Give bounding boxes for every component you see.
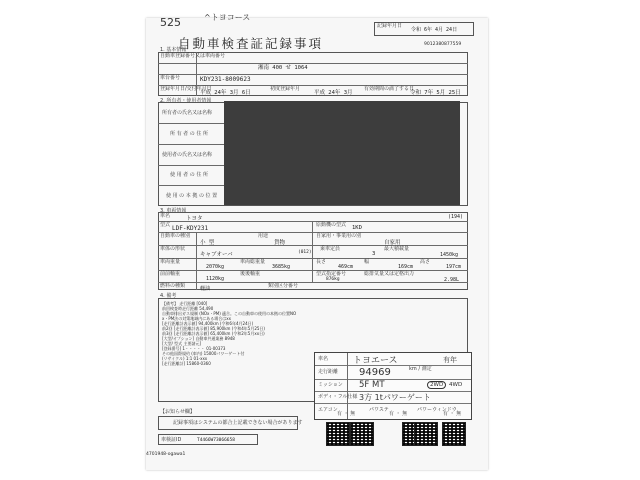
height-value: 197cm <box>446 264 462 270</box>
card-name-label: 車名 <box>318 356 329 362</box>
displacement-label: 総排気量又は定格出力 <box>364 271 415 277</box>
width-value: 169cm <box>398 264 414 270</box>
card-mission-value: 5F MT <box>359 380 385 390</box>
card-mission-label: ミッション <box>318 382 343 388</box>
maker-value: トヨタ <box>186 216 203 222</box>
record-date-box <box>374 22 474 36</box>
card-mileage-label: 走行距離 <box>318 369 339 375</box>
private-value: 自家用 <box>384 240 401 246</box>
model-spec-label: 型式指定番号 <box>316 271 347 277</box>
section-owner-label: 2. 所有者・使用者情報 <box>160 98 212 104</box>
serial-number: 9012380877559 <box>424 42 462 47</box>
card-mileage-value: 94969 <box>359 367 391 378</box>
cc-value: 876kg <box>326 277 340 282</box>
first-registration-label: 登録年月日/交付年月日 <box>160 86 212 92</box>
remarks-line: 【備考】 走行距離 [040] <box>162 301 208 306</box>
card-body-label: ボディ・フル仕様 <box>318 394 358 400</box>
fuel-value: 軽油 <box>200 286 211 292</box>
record-date-value: 令和 6年 4月 24日 <box>411 27 458 33</box>
front-axle-value: 1120kg <box>206 276 225 282</box>
registration-value: 湘南 400 せ 1064 <box>258 65 308 71</box>
remarks-line: 前3回 [走行距離計表示値] 65,400km (令和2年5月xx日) <box>162 331 265 336</box>
remarks-line: [登録番号] 1・・・・・ 01-00373 <box>162 346 226 351</box>
section-vehicle-label: 3. 車両情報 <box>160 208 187 214</box>
max-load-label: 最大積載量 <box>384 246 410 252</box>
registration-label: 自動車登録番号又は車両番号 <box>160 53 226 59</box>
private-label: 自家用・事業用の別 <box>316 233 362 239</box>
remarks-line: [大型/ 型式 主要諸元] <box>162 341 202 346</box>
expiry-value: 令和 7年 5月 25日 <box>410 90 461 96</box>
remarks-line: 前回検査時走行距離 54,490 <box>162 306 214 311</box>
gross-weight-label: 車両総重量 <box>240 259 266 265</box>
chassis-value: KDY231-8009623 <box>200 76 251 83</box>
card-ps-value: 有 ・ 無 <box>389 411 408 417</box>
weight-value: 2070kg <box>206 264 225 270</box>
remarks-line: 自動車排出ガス規制 (NOx・PM) 適合。この自動車の使用の本拠の位置NO <box>162 311 297 316</box>
use-label: 用途 <box>258 233 269 239</box>
bottom-code: 4701948-ogawa1 <box>146 452 186 457</box>
remarks-lines <box>162 301 322 366</box>
model-value: LDF-KDY231 <box>172 225 209 232</box>
remarks-line: [大型/オプション] 自動車共通業務 8948 <box>162 336 235 341</box>
remarks-line: 前2回 [走行距離計表示値] 85,900km (令和4年5月25日) <box>162 326 265 331</box>
certificate-id-label: 車検証ID <box>161 437 182 443</box>
first-year-value: 平成 24年 3月 <box>314 90 353 96</box>
length-label: 長さ <box>316 259 327 265</box>
first-year-label: 初度登録年月 <box>270 86 301 92</box>
card-pw-value: 有 ・ 無 <box>443 411 462 417</box>
page-title: 自動車検査証記録事項 <box>178 36 324 51</box>
remarks-line: (リサイクル) 1:1 01-xxx <box>162 356 208 361</box>
card-handwritten-note: 有年 <box>443 356 457 364</box>
remarks-line: [走行距離計表示値] 94,400km (令和6年4月24日) <box>162 321 254 326</box>
length-value: 469cm <box>338 264 354 270</box>
body-shape-label: 車体の形状 <box>160 246 186 252</box>
front-axle-label: 前前軸重 <box>160 271 181 277</box>
owner-name-label: 所有者の氏名又は名称 <box>162 110 213 116</box>
vehicle-spec-card <box>314 352 472 420</box>
remarks-line: [走行距離計] 15860-0360 <box>162 361 211 366</box>
certificate-id-value: T4466W73066658 <box>197 438 235 443</box>
qr-code-icon <box>350 422 374 446</box>
notice-label: 【お知らせ欄】 <box>160 409 195 415</box>
base-location-label: 使 用 の 本 拠 の 位 置 <box>166 193 218 199</box>
max-load-value: 1450kg <box>440 252 459 258</box>
user-name-label: 使用者の氏名又は名称 <box>162 152 213 158</box>
body-shape-value: キャブオーバ <box>200 252 233 258</box>
handwritten-number: 525 <box>160 16 181 29</box>
card-pw-label: パワーウィンドウ <box>417 407 457 413</box>
card-mileage-unit: km / 測定 <box>409 366 432 372</box>
card-4wd-option: 4WD <box>449 382 463 388</box>
class-label: 類別区分番号 <box>268 283 299 289</box>
remarks-line: その他国際規約 (車内) 15000パワーゲート付 <box>162 351 245 356</box>
gross-weight-value: 3685kg <box>272 264 291 270</box>
engine-value: 1KD <box>352 225 362 231</box>
record-date-label: 記録年月日 <box>377 23 403 29</box>
card-name-value: トヨエース <box>353 356 398 366</box>
card-ps-label: パワステ <box>369 407 389 413</box>
use-value: 貨物 <box>274 240 286 246</box>
qr-code-icon <box>326 422 350 446</box>
card-aircon-value: 有 ・ 無 <box>337 411 356 417</box>
expiry-label: 有効期間の満了する日 <box>364 86 415 92</box>
height-label: 高さ <box>420 259 431 265</box>
capacity-label: 乗車定員 <box>320 246 341 252</box>
owner-address-label: 所 有 者 の 住 所 <box>170 131 208 137</box>
certificate-id-box <box>158 434 258 445</box>
card-2wd-option: 2WD <box>427 381 446 389</box>
redaction-block <box>224 101 460 205</box>
qr-code-icon <box>414 422 438 446</box>
user-address-label: 使 用 者 の 住 所 <box>170 172 208 178</box>
fuel-label: 燃料の種類 <box>160 283 186 289</box>
card-aircon-label: エアコン <box>318 407 338 413</box>
notice-box <box>158 416 303 430</box>
maker-code: (194) <box>448 214 464 220</box>
first-registration-value: 平成 24年 3月 6日 <box>200 90 251 96</box>
handwritten-note: ^トヨコース <box>204 13 251 22</box>
section-basic-label: 1. 基本情報 <box>160 47 187 53</box>
weight-label: 車両重量 <box>160 259 181 265</box>
notice-text: 記録事項はシステムの都合上記載できない場合があります <box>173 420 303 426</box>
qr-code-icon <box>442 422 466 446</box>
chassis-label: 車台番号 <box>160 75 181 81</box>
capacity-value: 3 <box>372 251 376 257</box>
maker-label: 車名 <box>160 213 171 219</box>
remarks-line: x・PM法の対策地域内にある場合はxx <box>162 316 231 321</box>
vehicle-type-label: 自動車の種別 <box>160 233 191 239</box>
vehicle-type-value: 小 型 <box>200 240 215 246</box>
model-label: 型式 <box>160 222 171 228</box>
rear-axle-label: 後後軸重 <box>240 271 261 277</box>
width-label: 幅 <box>364 259 370 265</box>
body-shape-code: (012) <box>298 250 312 255</box>
engine-label: 原動機の型式 <box>316 222 347 228</box>
displacement-value: 2.98L <box>444 277 460 283</box>
card-body-value: 3方 1tパワーゲート <box>359 393 431 402</box>
section-remarks-label: 4. 備考 <box>160 293 177 299</box>
